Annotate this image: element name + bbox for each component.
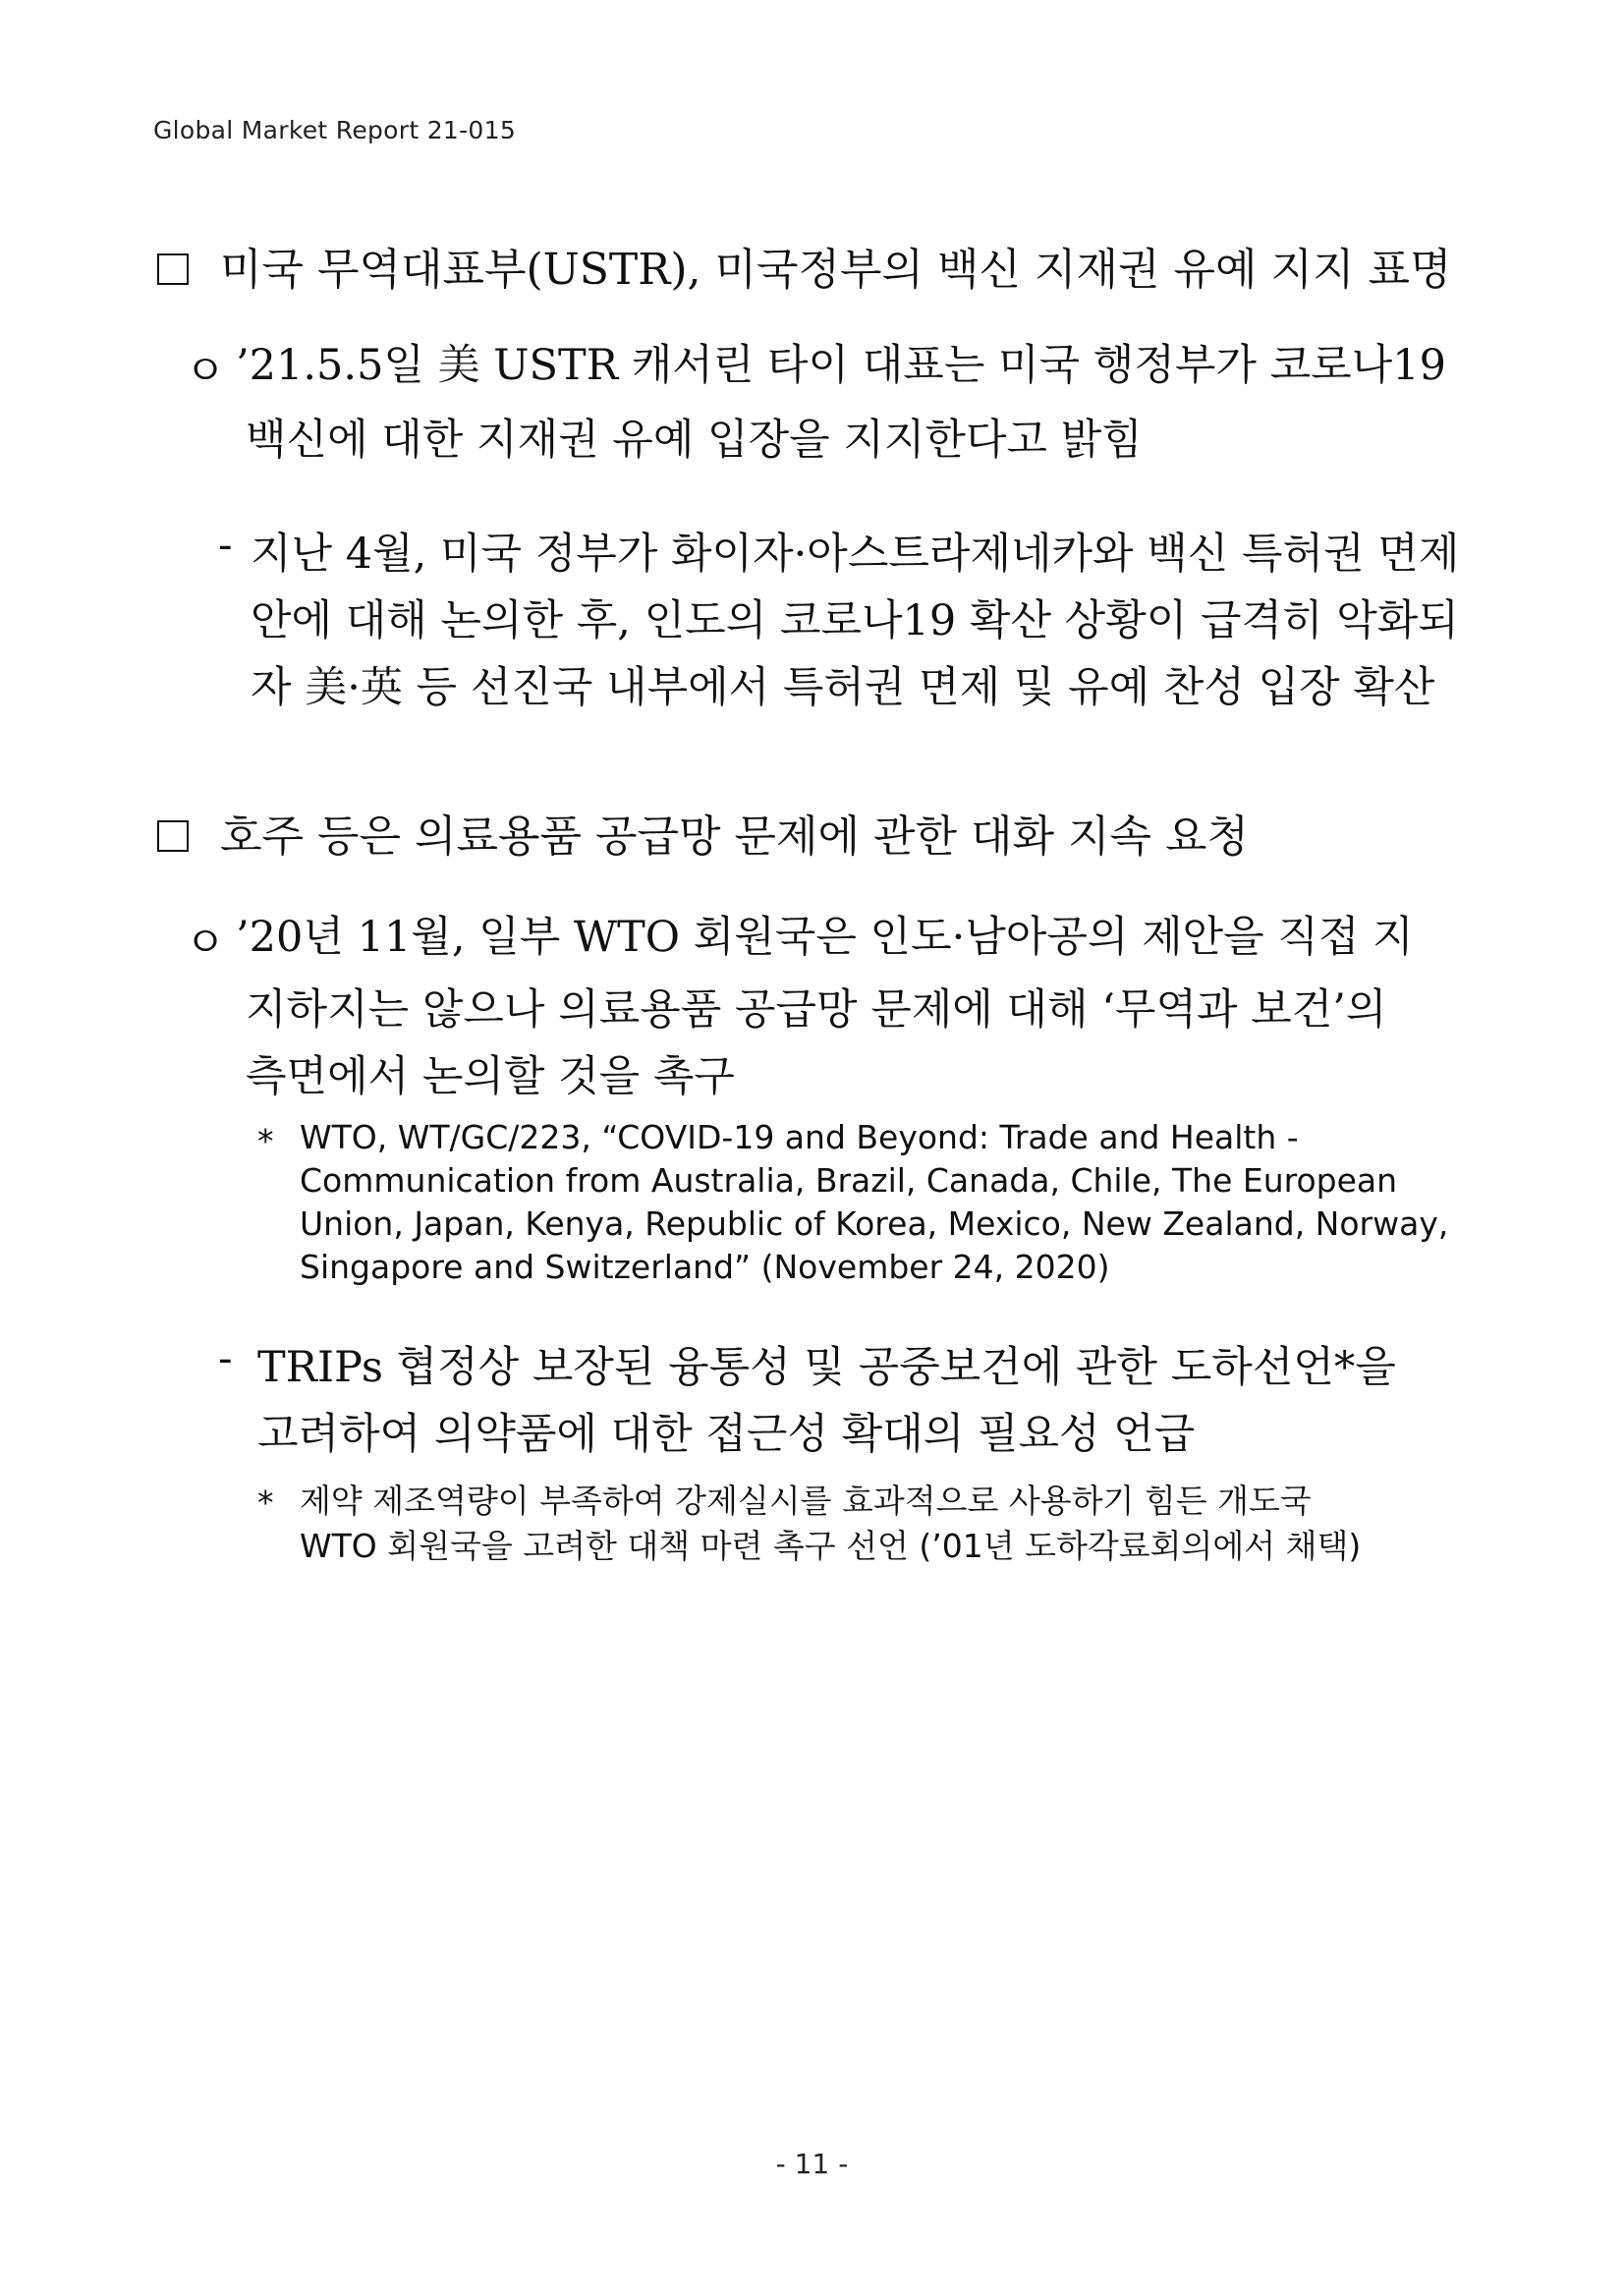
- section-2-bullet-line-2: 지하지는 않으나 의료용품 공급망 문제에 대해 ‘무역과 보건’의: [246, 985, 1387, 1035]
- bullet-marker: ㅇ: [185, 347, 226, 396]
- note-1-line-4: Singapore and Switzerland” (November 24, 2020): [300, 1248, 1110, 1286]
- note-2-line-2: WTO 회원국을 고려한 대책 마련 촉구 선언 (’01년 도하각료회의에서 채택): [300, 1527, 1362, 1565]
- section-2-dash-line-1: TRIPs 협정상 보장된 융통성 및 공중보건에 관한 도하선언*을: [257, 1343, 1396, 1392]
- note-1-line-3: Union, Japan, Kenya, Republic of Korea, Mexico, New Zealand, Norway,: [300, 1204, 1449, 1243]
- dash-marker: -: [218, 521, 233, 570]
- checkbox-icon: [157, 253, 189, 285]
- section-1-dash-line-1: 지난 4월, 미국 정부가 화이자·아스트라제네카와 백신 특허권 면제: [251, 530, 1460, 579]
- section-1-title: 미국 무역대표부(USTR), 미국정부의 백신 지재권 유예 지지 표명: [220, 245, 1452, 295]
- section-2-heading: [157, 801, 1249, 864]
- note-2-line-1: 제약 제조역량이 부족하여 강제실시를 효과적으로 사용하기 힘든 개도국: [300, 1482, 1312, 1520]
- section-1-dash-line-3: 자 美·英 등 선진국 내부에서 특허권 면제 및 유예 찬성 입장 확산: [251, 663, 1435, 712]
- dash-marker: -: [218, 1334, 233, 1383]
- section-2-title: 호주 등은 의료용품 공급망 문제에 관한 대화 지속 요청: [220, 812, 1249, 862]
- note-1-line-1: WTO, WT/GC/223, “COVID-19 and Beyond: Trade and Health -: [300, 1118, 1299, 1156]
- report-header: Global Market Report 21-015: [153, 116, 517, 144]
- text-line: ’21.5.5일 美 USTR 캐서린 타이 대표는 미국 행정부가 코로나19: [236, 341, 1446, 390]
- bullet-marker: ㅇ: [185, 919, 226, 968]
- section-1-bullet-line-1: [236, 332, 1476, 392]
- checkbox-icon: [157, 820, 189, 852]
- section-1-bullet-line-2: 백신에 대한 지재권 유예 입장을 지지한다고 밝힘: [246, 416, 1143, 465]
- note-1-line-2: Communication from Australia, Brazil, Canada, Chile, The European: [300, 1161, 1398, 1200]
- note-1-marker: *: [257, 1122, 274, 1160]
- page-number: - 11 -: [775, 2148, 849, 2180]
- section-1-heading: [157, 234, 1452, 297]
- section-2-bullet-line-1: ’20년 11월, 일부 WTO 회원국은 인도·남아공의 제안을 직접 지: [236, 913, 1414, 962]
- section-2-dash-line-2: 고려하여 의약품에 대한 접근성 확대의 필요성 언급: [257, 1410, 1196, 1459]
- section-2-bullet-line-3: 측면에서 논의할 것을 촉구: [246, 1052, 735, 1101]
- section-1-dash-line-2: 안에 대해 논의한 후, 인도의 코로나19 확산 상황이 급격히 악화되: [251, 596, 1459, 645]
- note-2-marker: *: [257, 1484, 274, 1522]
